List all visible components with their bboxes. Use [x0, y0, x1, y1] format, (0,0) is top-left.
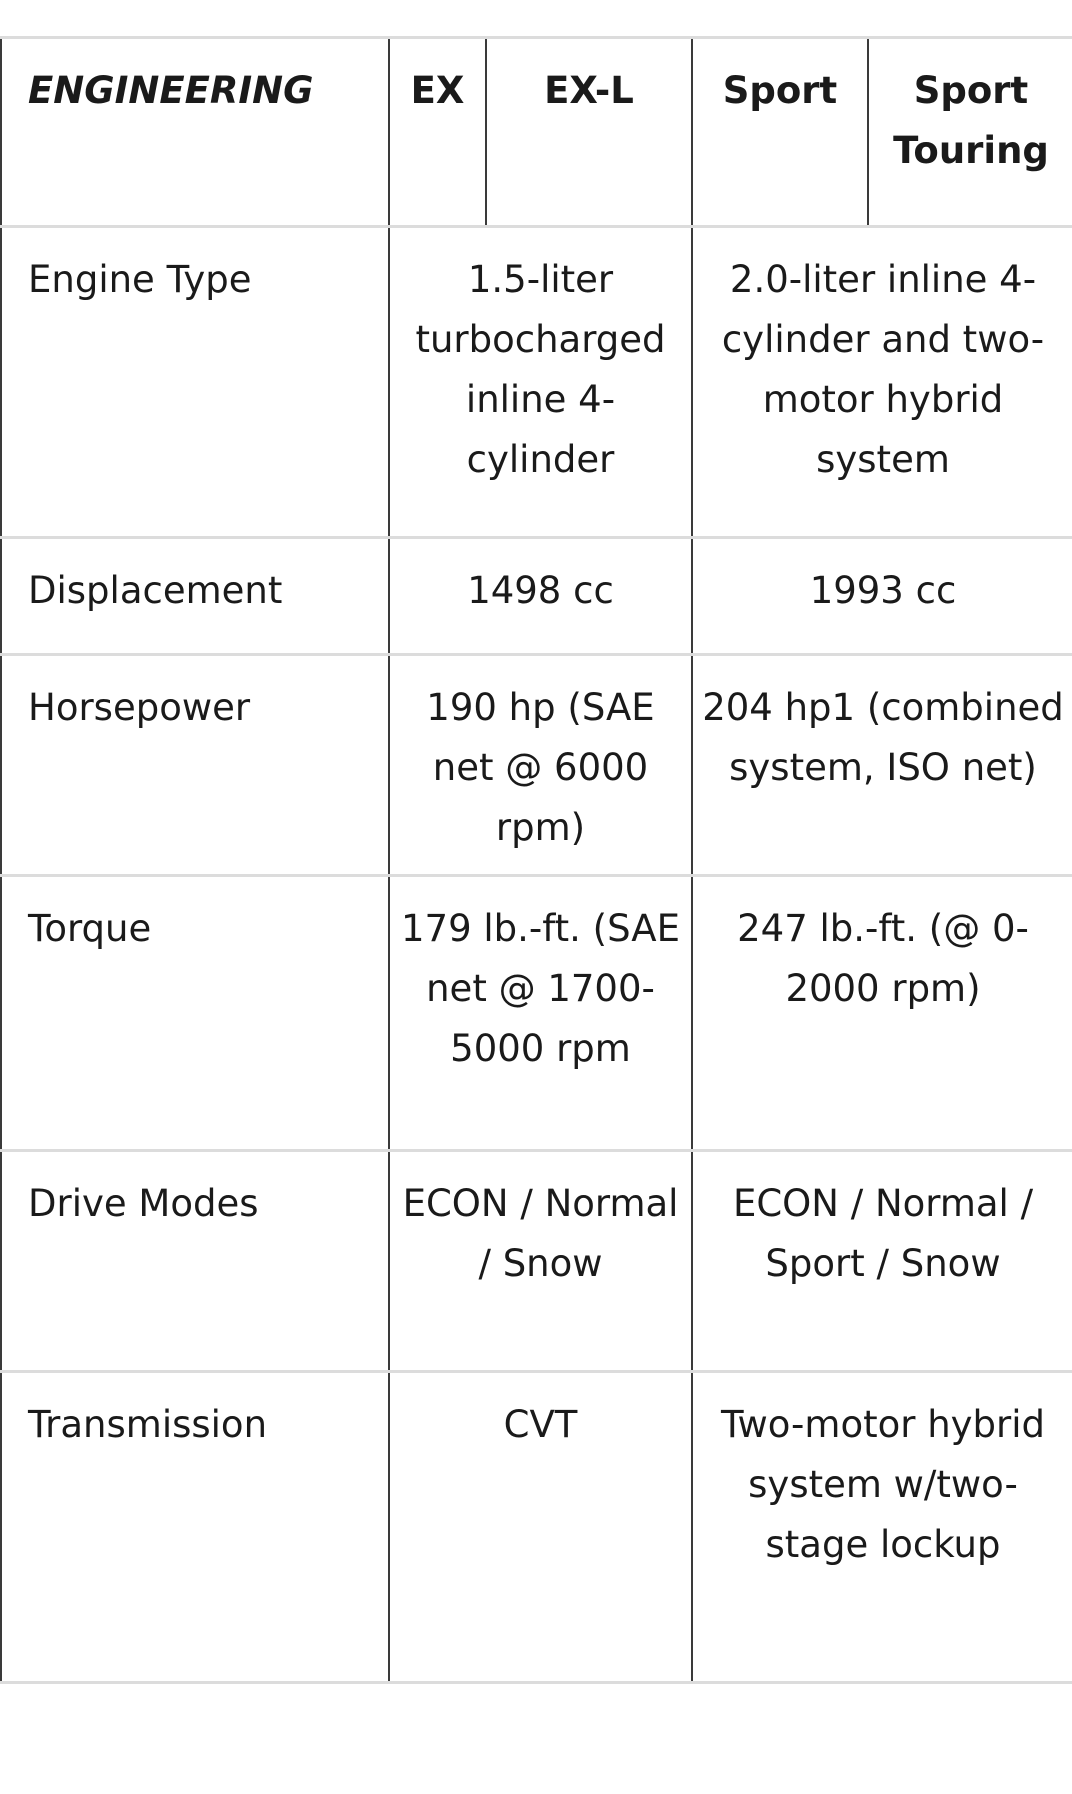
- table-row: [1, 1151, 1072, 1372]
- transmission-ex-value: CVT: [389, 1372, 692, 1683]
- trim-header-ex: EX: [389, 38, 486, 227]
- table-row: [1, 227, 1072, 538]
- row-label-transmission: Transmission: [1, 1372, 389, 1683]
- transmission-sport-value: Two-motor hybrid system w/two-stage lockup: [692, 1372, 1072, 1683]
- horsepower-sport-value: 204 hp1 (combined system, ISO net): [692, 655, 1072, 876]
- row-label-displacement: Displacement: [1, 538, 389, 655]
- displacement-sport-value: 1993 cc: [692, 538, 1072, 655]
- engine-type-sport-value: 2.0-liter inline 4-cylinder and two-motor hybrid system: [692, 227, 1072, 538]
- row-label-engine-type: Engine Type: [1, 227, 389, 538]
- section-header: ENGINEERING: [1, 38, 389, 227]
- trim-header-sport: Sport: [692, 38, 868, 227]
- displacement-ex-value: 1498 cc: [389, 538, 692, 655]
- drive-modes-ex-value: ECON / Normal / Snow: [389, 1151, 692, 1372]
- row-label-horsepower: Horsepower: [1, 655, 389, 876]
- table-row: [1, 1372, 1072, 1683]
- cut-off-heading-area: [0, 0, 1072, 36]
- horsepower-ex-value: 190 hp (SAE net @ 6000 rpm): [389, 655, 692, 876]
- torque-ex-value: 179 lb.-ft. (SAE net @ 1700-5000 rpm: [389, 876, 692, 1151]
- drive-modes-sport-value: ECON / Normal / Sport / Snow: [692, 1151, 1072, 1372]
- engine-type-ex-value: 1.5-liter turbocharged inline 4-cylinder: [389, 227, 692, 538]
- table-header-row: [1, 38, 1072, 227]
- row-label-drive-modes: Drive Modes: [1, 1151, 389, 1372]
- table-row: [1, 876, 1072, 1151]
- table-row: [1, 655, 1072, 876]
- engineering-spec-table: [0, 36, 1072, 1684]
- torque-sport-value: 247 lb.-ft. (@ 0-2000 rpm): [692, 876, 1072, 1151]
- row-label-torque: Torque: [1, 876, 389, 1151]
- trim-header-sport-touring: Sport Touring: [868, 38, 1072, 227]
- trim-header-ex-l: EX-L: [486, 38, 692, 227]
- table-row: [1, 538, 1072, 655]
